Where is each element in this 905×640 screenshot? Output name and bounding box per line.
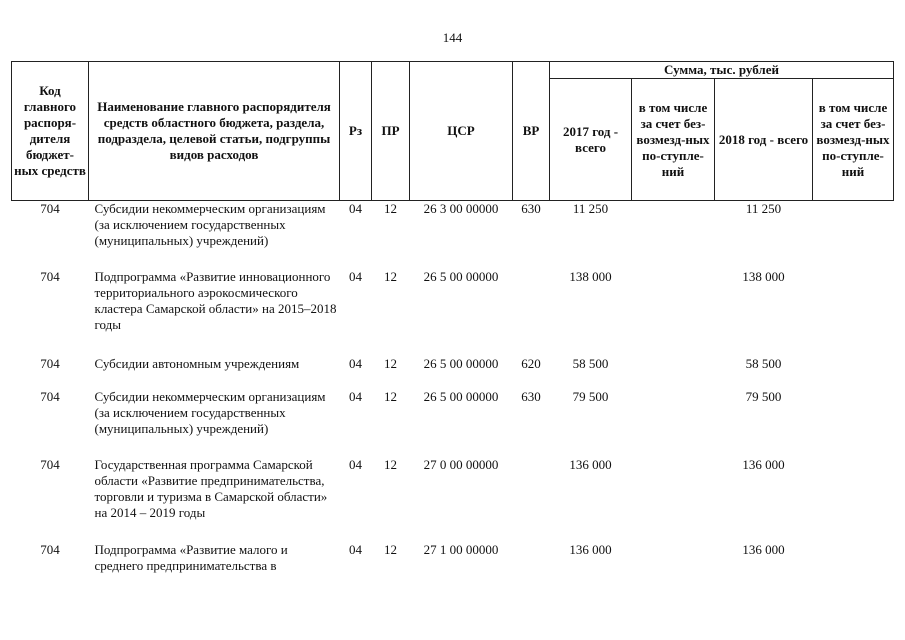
header-sum: Сумма, тыс. рублей [550,62,894,79]
table-row [12,201,894,269]
budget-table [11,61,894,592]
cell-name: Субсидии некоммерческим организациям (за исключением государственных (муниципальных) учреждений) [94,388,326,436]
cell-f2018 [813,457,894,542]
cell-vr: 630 [521,388,541,404]
cell-rz: 04 [349,355,362,371]
header-2018-free: в том числе за счет без-возмезд-ных по-ступле-ний [813,79,894,201]
cell-f2018 [813,389,894,457]
cell-s2017: 136 000 [569,456,612,472]
header-2017-total: 2017 год - всего [550,79,632,201]
cell-s2018: 58 500 [745,355,782,371]
table-row [12,269,894,356]
table-body [12,201,894,592]
cell-f2017 [632,201,715,269]
cell-name: Подпрограмма «Развитие инновационного территориального аэрокосмического кластера Самарской области» на 2015–2018 годы [94,268,337,332]
page-number: 144 [442,30,463,45]
cell-csr: 26 5 00 00000 [423,268,499,284]
cell-vr [513,269,550,356]
cell-f2017 [632,356,715,389]
cell-pr: 12 [384,268,397,284]
header-rz: Рз [340,62,372,201]
cell-s2018: 136 000 [742,541,785,557]
cell-s2018: 136 000 [742,456,785,472]
cell-rz: 04 [349,388,362,404]
header-csr: ЦСР [410,62,513,201]
cell-f2018 [813,356,894,389]
cell-code: 704 [40,541,60,557]
cell-pr: 12 [384,456,397,472]
header-pr: ПР [372,62,410,201]
header-code: Код главного распоря-дителя бюджет-ных средств [12,62,89,201]
table-row [12,457,894,542]
cell-s2017: 136 000 [569,541,612,557]
cell-rz: 04 [349,201,362,216]
cell-vr [513,542,550,592]
cell-f2018 [813,201,894,269]
cell-vr: 630 [521,201,541,216]
cell-csr: 26 3 00 00000 [423,201,499,216]
cell-f2018 [813,542,894,592]
header-2018-total: 2018 год - всего [715,79,813,201]
cell-csr: 27 1 00 00000 [423,541,499,557]
cell-code: 704 [40,268,60,284]
header-name: Наименование главного распорядителя средств областного бюджета, раздела, подраздела, целевой статьи, подгруппы видов расходов [89,62,340,201]
cell-f2018 [813,269,894,356]
cell-f2017 [632,542,715,592]
table-header [12,62,894,201]
cell-name: Подпрограмма «Развитие малого и среднего предпринимательства в [94,541,288,573]
table-row [12,356,894,389]
cell-code: 704 [40,456,60,472]
cell-csr: 27 0 00 00000 [423,456,499,472]
cell-s2018: 138 000 [742,268,785,284]
cell-f2017 [632,389,715,457]
cell-s2017: 79 500 [572,388,609,404]
cell-s2018: 11 250 [745,201,782,216]
cell-name: Субсидии некоммерческим организациям (за исключением государственных (муниципальных) учреждений) [94,201,326,248]
cell-code: 704 [40,355,60,371]
cell-name: Субсидии автономным учреждениям [94,355,300,371]
cell-vr [513,457,550,542]
cell-s2017: 11 250 [572,201,609,216]
cell-code: 704 [40,201,60,216]
cell-f2017 [632,269,715,356]
cell-csr: 26 5 00 00000 [423,355,499,371]
cell-pr: 12 [384,355,397,371]
cell-vr: 620 [521,355,541,371]
cell-f2017 [632,457,715,542]
cell-pr: 12 [384,541,397,557]
cell-rz: 04 [349,541,362,557]
cell-pr: 12 [384,388,397,404]
cell-pr: 12 [384,201,397,216]
cell-rz: 04 [349,456,362,472]
cell-rz: 04 [349,268,362,284]
cell-s2018: 79 500 [745,388,782,404]
cell-name: Государственная программа Самарской области «Развитие предпринимательства, торговли и туризма в Самарской области» на 2014 – 2019 годы [94,456,328,520]
cell-s2017: 138 000 [569,268,612,284]
cell-s2017: 58 500 [572,355,609,371]
cell-code: 704 [40,388,60,404]
header-2017-free: в том числе за счет без-возмезд-ных по-ступле-ний [632,79,715,201]
table-row [12,542,894,592]
cell-csr: 26 5 00 00000 [423,388,499,404]
table-row [12,389,894,457]
header-vr: ВР [513,62,550,201]
